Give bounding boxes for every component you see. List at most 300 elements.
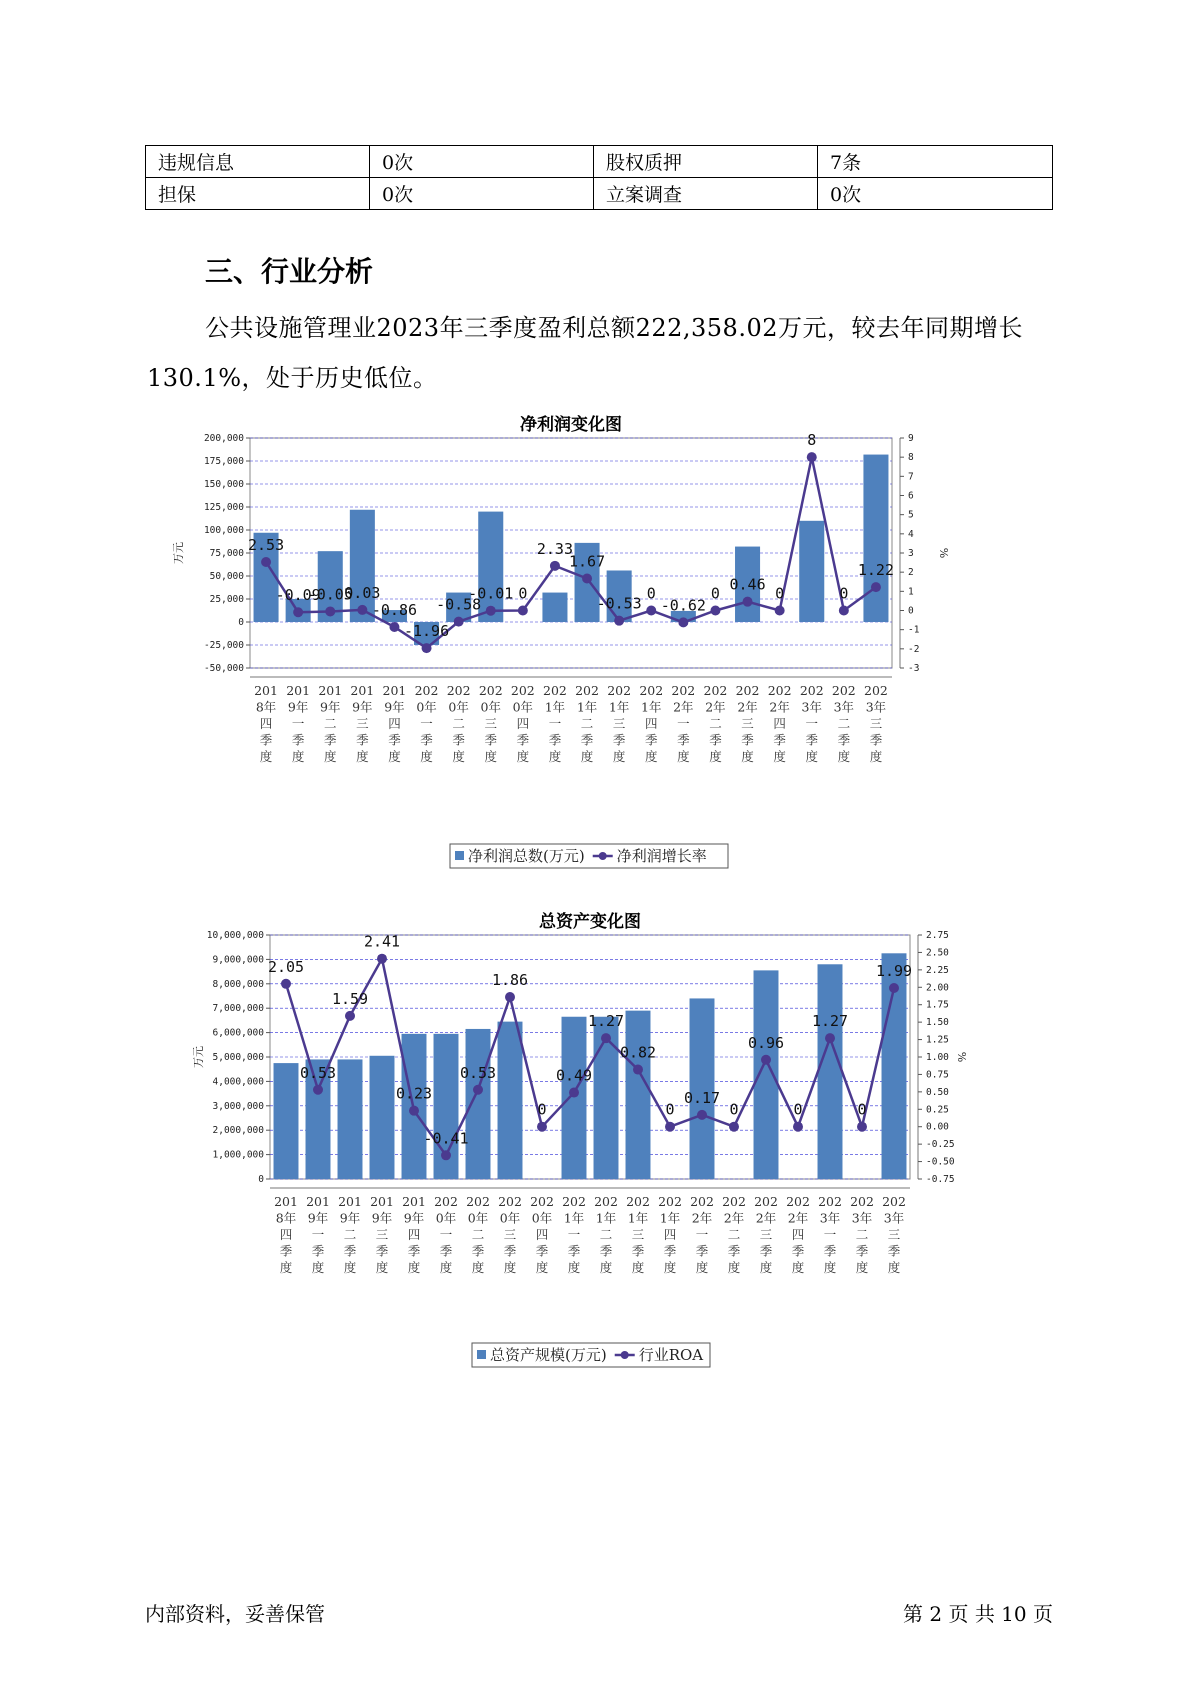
x-tick-label: 度 bbox=[599, 1260, 613, 1275]
x-tick-label: 201 bbox=[370, 1194, 394, 1209]
line-point bbox=[614, 616, 624, 626]
x-tick-label: 四 bbox=[388, 716, 401, 731]
x-tick-label: 3年 bbox=[819, 1210, 841, 1226]
x-tick-label: 0年 bbox=[448, 699, 469, 715]
x-tick-label: 度 bbox=[823, 1260, 837, 1275]
x-tick-label: 201 bbox=[274, 1194, 298, 1209]
y2-tick-label: 2 bbox=[908, 567, 914, 579]
y-tick-label: 6,000,000 bbox=[212, 1027, 264, 1039]
x-tick-label: 度 bbox=[567, 1260, 581, 1275]
x-tick-label: 202 bbox=[575, 683, 599, 698]
line-point bbox=[473, 1085, 483, 1095]
x-tick-label: 季 bbox=[311, 1243, 325, 1259]
x-tick-label: 202 bbox=[722, 1194, 746, 1209]
data-label: 0.23 bbox=[395, 1084, 433, 1103]
x-tick-label: 三 bbox=[356, 716, 369, 731]
table-row bbox=[146, 146, 1053, 178]
x-tick-label: 202 bbox=[414, 683, 439, 698]
data-label: -0.05 bbox=[307, 585, 353, 604]
table-cell: 0次 bbox=[370, 178, 594, 210]
line-point bbox=[389, 622, 399, 632]
y2-tick-label: 5 bbox=[908, 509, 914, 521]
table-cell: 立案调查 bbox=[594, 178, 818, 210]
y-tick-label: 0 bbox=[238, 617, 244, 628]
y2-tick-label: 2.00 bbox=[926, 982, 949, 994]
line-point bbox=[505, 992, 515, 1002]
x-tick-label: 一 bbox=[695, 1227, 709, 1242]
y2-tick-label: 7 bbox=[908, 471, 914, 483]
y2-axis-title: % bbox=[937, 547, 950, 559]
x-tick-label: 季 bbox=[375, 1243, 389, 1259]
line-point bbox=[665, 1122, 675, 1132]
x-tick-label: 季 bbox=[471, 1243, 485, 1259]
data-label: -0.62 bbox=[660, 596, 706, 615]
data-label: 0.96 bbox=[747, 1033, 785, 1052]
x-tick-label: 三 bbox=[631, 1227, 645, 1242]
x-tick-label: 202 bbox=[799, 683, 824, 698]
bar bbox=[338, 1059, 363, 1179]
data-label: -0.01 bbox=[468, 584, 514, 603]
line-point bbox=[537, 1122, 547, 1132]
x-tick-label: 季 bbox=[323, 732, 337, 748]
y2-tick-label: 9 bbox=[908, 433, 914, 444]
legend-line-marker bbox=[621, 1351, 629, 1359]
x-tick-label: 一 bbox=[567, 1227, 581, 1242]
line-point bbox=[857, 1122, 867, 1132]
x-tick-label: 1年 bbox=[641, 699, 662, 715]
table-cell: 担保 bbox=[146, 178, 370, 210]
x-tick-label: 0年 bbox=[499, 1210, 521, 1226]
data-label: 1.67 bbox=[568, 552, 606, 571]
x-tick-label: 9年 bbox=[339, 1210, 361, 1226]
x-tick-label: 度 bbox=[855, 1260, 869, 1275]
x-tick-label: 四 bbox=[407, 1227, 421, 1242]
data-label: -0.09 bbox=[275, 586, 321, 605]
bar bbox=[542, 593, 567, 622]
data-label: 2.33 bbox=[536, 539, 574, 558]
table-cell: 0次 bbox=[370, 146, 594, 178]
y2-tick-label: 1.25 bbox=[926, 1034, 949, 1046]
footer-page-number: 第 2 页 共 10 页 bbox=[903, 1602, 1053, 1626]
x-tick-label: 2年 bbox=[755, 1210, 777, 1226]
x-tick-label: 一 bbox=[439, 1227, 453, 1242]
x-tick-label: 度 bbox=[375, 1260, 389, 1275]
x-tick-label: 度 bbox=[869, 749, 883, 764]
legend-bar-swatch bbox=[455, 851, 464, 860]
x-tick-label: 一 bbox=[311, 1227, 325, 1242]
data-label: 0.46 bbox=[729, 575, 766, 594]
x-tick-label: 201 bbox=[306, 1194, 330, 1209]
x-tick-label: 2年 bbox=[673, 699, 694, 715]
x-tick-label: 度 bbox=[259, 749, 273, 764]
x-tick-label: 度 bbox=[805, 749, 819, 764]
data-label: 8 bbox=[807, 431, 817, 450]
x-tick-label: 3年 bbox=[851, 1210, 873, 1226]
bar bbox=[799, 521, 824, 622]
table-cell: 0次 bbox=[818, 178, 1053, 210]
x-tick-label: 202 bbox=[703, 683, 728, 698]
x-tick-label: 二 bbox=[323, 716, 337, 731]
table-row bbox=[146, 178, 1053, 210]
x-tick-label: 1年 bbox=[595, 1210, 617, 1226]
x-tick-label: 度 bbox=[279, 1260, 293, 1275]
x-tick-label: 2年 bbox=[691, 1210, 713, 1226]
data-label: 0.82 bbox=[619, 1043, 657, 1062]
x-tick-label: 四 bbox=[535, 1227, 549, 1242]
x-tick-label: 四 bbox=[516, 716, 530, 731]
data-label: 2.53 bbox=[247, 536, 285, 555]
x-tick-label: 四 bbox=[791, 1227, 805, 1242]
y-tick-label: 3,000,000 bbox=[212, 1100, 264, 1112]
x-tick-label: 四 bbox=[663, 1227, 677, 1242]
x-tick-label: 季 bbox=[343, 1243, 357, 1259]
line-point bbox=[633, 1065, 643, 1075]
x-tick-label: 一 bbox=[548, 716, 562, 731]
x-tick-label: 202 bbox=[466, 1194, 490, 1209]
x-tick-label: 季 bbox=[612, 732, 626, 748]
x-tick-label: 202 bbox=[639, 683, 664, 698]
x-tick-label: 一 bbox=[291, 716, 305, 731]
y-tick-label: 125,000 bbox=[203, 502, 244, 513]
x-tick-label: 季 bbox=[439, 1243, 453, 1259]
x-tick-label: 一 bbox=[823, 1227, 837, 1242]
y2-tick-label: 2.75 bbox=[926, 930, 949, 941]
bar bbox=[498, 1022, 523, 1179]
line-point bbox=[678, 617, 688, 627]
y2-tick-label: -1 bbox=[908, 624, 920, 636]
y2-tick-label: 6 bbox=[908, 490, 914, 502]
section-title: 三、行业分析 bbox=[205, 255, 374, 288]
net-profit-chart bbox=[172, 415, 1000, 878]
x-tick-label: 二 bbox=[471, 1227, 485, 1242]
bar bbox=[562, 1017, 587, 1179]
x-tick-label: 202 bbox=[690, 1194, 714, 1209]
y2-tick-label: 1 bbox=[908, 586, 914, 598]
x-tick-label: 度 bbox=[791, 1260, 805, 1275]
data-label: 0.53 bbox=[459, 1063, 497, 1082]
data-label: 0 bbox=[839, 584, 849, 603]
x-tick-label: 202 bbox=[818, 1194, 842, 1209]
line-point bbox=[293, 607, 303, 617]
y-tick-label: 5,000,000 bbox=[212, 1052, 264, 1063]
x-tick-label: 一 bbox=[805, 716, 819, 731]
x-tick-label: 202 bbox=[446, 683, 471, 698]
x-tick-label: 季 bbox=[279, 1243, 293, 1259]
x-tick-label: 201 bbox=[318, 683, 343, 698]
data-label: 0 bbox=[710, 584, 720, 603]
data-label: 0.53 bbox=[299, 1063, 337, 1082]
bar bbox=[626, 1011, 651, 1179]
data-label: 0 bbox=[775, 584, 785, 603]
line-point bbox=[441, 1150, 451, 1160]
x-tick-label: 2年 bbox=[737, 699, 758, 715]
x-tick-label: 202 bbox=[478, 683, 503, 698]
x-tick-label: 度 bbox=[388, 749, 401, 764]
y-tick-label: 9,000,000 bbox=[212, 954, 264, 966]
y2-tick-label: 0.00 bbox=[926, 1121, 949, 1133]
legend-label: 净利润增长率 bbox=[616, 847, 707, 865]
y-tick-label: 75,000 bbox=[209, 548, 244, 559]
data-label: 2.41 bbox=[363, 932, 401, 951]
table-cell: 股权质押 bbox=[594, 146, 818, 178]
x-tick-label: 季 bbox=[677, 732, 690, 748]
y-tick-label: 4,000,000 bbox=[212, 1076, 264, 1088]
analysis-paragraph: 公共设施管理业2023年三季度盈利总额222,358.02万元，较去年同期增长130.1%，处于历史低位。 bbox=[147, 314, 1023, 392]
x-tick-label: 度 bbox=[439, 1260, 453, 1275]
x-tick-label: 一 bbox=[420, 716, 433, 731]
x-tick-label: 度 bbox=[773, 749, 786, 764]
x-tick-label: 3年 bbox=[883, 1210, 905, 1226]
x-tick-label: 季 bbox=[695, 1243, 709, 1259]
line-point bbox=[550, 561, 560, 571]
x-tick-label: 三 bbox=[375, 1227, 389, 1242]
legend-label: 行业ROA bbox=[638, 1346, 704, 1364]
line-point bbox=[775, 606, 785, 616]
x-tick-label: 季 bbox=[887, 1243, 901, 1259]
x-tick-label: 季 bbox=[516, 732, 530, 748]
y-tick-label: 10,000,000 bbox=[206, 930, 264, 941]
y2-tick-label: 0.75 bbox=[926, 1069, 949, 1081]
x-tick-label: 四 bbox=[259, 716, 273, 731]
x-tick-label: 202 bbox=[607, 683, 632, 698]
x-tick-label: 季 bbox=[631, 1243, 645, 1259]
data-label: 0 bbox=[665, 1100, 675, 1119]
x-tick-label: 1年 bbox=[576, 699, 598, 715]
data-label: 0 bbox=[793, 1100, 803, 1119]
risk-info-table bbox=[145, 145, 1053, 210]
x-tick-label: 季 bbox=[837, 732, 851, 748]
y2-tick-label: -2 bbox=[908, 643, 920, 655]
x-tick-label: 度 bbox=[644, 749, 658, 764]
x-tick-label: 度 bbox=[741, 749, 754, 764]
x-tick-label: 202 bbox=[831, 683, 856, 698]
y-tick-label: 8,000,000 bbox=[212, 978, 264, 990]
y2-tick-label: 8 bbox=[908, 452, 914, 464]
x-tick-label: 季 bbox=[452, 732, 465, 748]
data-label: -0.53 bbox=[596, 594, 642, 613]
total-assets-chart-svg bbox=[180, 912, 1000, 1375]
x-tick-label: 202 bbox=[754, 1194, 778, 1209]
x-tick-label: 二 bbox=[837, 716, 851, 731]
x-tick-label: 度 bbox=[548, 749, 562, 764]
y-tick-label: 1,000,000 bbox=[212, 1149, 264, 1161]
line-point bbox=[569, 1088, 579, 1098]
bar bbox=[863, 455, 888, 622]
x-tick-label: 三 bbox=[484, 716, 498, 731]
data-label: 0 bbox=[537, 1100, 547, 1119]
legend-bar-swatch bbox=[477, 1350, 486, 1359]
line-point bbox=[409, 1106, 419, 1116]
x-tick-label: 度 bbox=[631, 1260, 645, 1275]
x-tick-label: 201 bbox=[254, 683, 278, 698]
x-tick-label: 二 bbox=[580, 716, 594, 731]
x-tick-label: 9年 bbox=[320, 699, 341, 715]
x-tick-label: 度 bbox=[727, 1260, 741, 1275]
line-point bbox=[697, 1110, 707, 1120]
x-tick-label: 202 bbox=[434, 1194, 458, 1209]
x-tick-label: 二 bbox=[599, 1227, 613, 1242]
y2-tick-label: 0.50 bbox=[926, 1086, 949, 1098]
data-label: 1.22 bbox=[857, 561, 895, 580]
y-tick-label: -50,000 bbox=[203, 663, 244, 674]
x-tick-label: 季 bbox=[580, 732, 594, 748]
line-point bbox=[486, 606, 496, 616]
x-tick-label: 季 bbox=[869, 732, 883, 748]
y2-tick-label: 1.75 bbox=[926, 999, 949, 1011]
legend bbox=[472, 1343, 710, 1367]
x-tick-label: 季 bbox=[727, 1243, 741, 1259]
line-point bbox=[377, 954, 387, 964]
x-tick-label: 度 bbox=[695, 1260, 709, 1275]
y2-tick-label: -0.50 bbox=[926, 1156, 955, 1168]
x-tick-label: 1年 bbox=[544, 699, 566, 715]
x-tick-label: 9年 bbox=[352, 699, 373, 715]
x-tick-label: 202 bbox=[543, 683, 567, 698]
x-tick-label: 9年 bbox=[371, 1210, 393, 1226]
x-tick-label: 度 bbox=[484, 749, 498, 764]
y-axis-title: 万元 bbox=[192, 1046, 205, 1068]
x-tick-label: 季 bbox=[805, 732, 819, 748]
x-tick-label: 季 bbox=[503, 1243, 517, 1259]
x-tick-label: 201 bbox=[338, 1194, 362, 1209]
x-tick-label: 度 bbox=[677, 749, 690, 764]
x-tick-label: 四 bbox=[773, 716, 786, 731]
y-tick-label: 0 bbox=[258, 1174, 264, 1185]
y2-tick-label: -0.75 bbox=[926, 1174, 955, 1185]
line-point bbox=[454, 617, 464, 627]
x-tick-label: 季 bbox=[420, 732, 433, 748]
total-assets-chart bbox=[180, 912, 1000, 1375]
x-tick-label: 202 bbox=[671, 683, 696, 698]
x-tick-label: 季 bbox=[291, 732, 305, 748]
data-label: 0 bbox=[646, 584, 656, 603]
bar bbox=[466, 1029, 491, 1179]
x-tick-label: 二 bbox=[727, 1227, 741, 1242]
data-label: 1.59 bbox=[331, 989, 369, 1008]
x-tick-label: 202 bbox=[562, 1194, 586, 1209]
chart-title: 总资产变化图 bbox=[539, 912, 641, 932]
data-label: 0 bbox=[729, 1100, 739, 1119]
x-tick-label: 202 bbox=[530, 1194, 554, 1209]
line-point bbox=[793, 1122, 803, 1132]
x-tick-label: 9年 bbox=[307, 1210, 329, 1226]
line-point bbox=[422, 643, 432, 653]
x-tick-label: 9年 bbox=[287, 699, 309, 715]
x-tick-label: 度 bbox=[612, 749, 626, 764]
x-tick-label: 季 bbox=[759, 1243, 773, 1259]
x-tick-label: 202 bbox=[864, 683, 888, 698]
x-tick-label: 202 bbox=[498, 1194, 522, 1209]
line-point bbox=[825, 1033, 835, 1043]
x-tick-label: 201 bbox=[286, 683, 311, 698]
x-tick-label: 度 bbox=[291, 749, 305, 764]
x-tick-label: 季 bbox=[484, 732, 498, 748]
line-point bbox=[601, 1033, 611, 1043]
x-tick-label: 1年 bbox=[627, 1210, 649, 1226]
x-tick-label: 1年 bbox=[563, 1210, 585, 1226]
data-label: -0.41 bbox=[423, 1129, 469, 1148]
x-tick-label: 季 bbox=[823, 1243, 837, 1259]
x-tick-label: 度 bbox=[311, 1260, 325, 1275]
data-label: 2.05 bbox=[267, 957, 305, 976]
data-label: 0 bbox=[518, 584, 528, 603]
bar bbox=[818, 964, 843, 1179]
table-cell: 7条 bbox=[818, 146, 1053, 178]
y2-tick-label: -3 bbox=[908, 663, 920, 674]
line-point bbox=[871, 582, 881, 592]
x-tick-label: 三 bbox=[741, 716, 754, 731]
y-tick-label: 2,000,000 bbox=[212, 1125, 264, 1137]
x-tick-label: 季 bbox=[259, 732, 273, 748]
line-point bbox=[582, 573, 592, 583]
x-tick-label: 2年 bbox=[723, 1210, 745, 1226]
data-label: 1.99 bbox=[875, 961, 913, 980]
x-tick-label: 度 bbox=[323, 749, 337, 764]
x-tick-label: 201 bbox=[402, 1194, 426, 1209]
x-tick-label: 度 bbox=[356, 749, 369, 764]
data-label: -1.96 bbox=[403, 622, 450, 641]
x-tick-label: 度 bbox=[471, 1260, 485, 1275]
x-tick-label: 季 bbox=[644, 732, 658, 748]
chart-title: 净利润变化图 bbox=[520, 415, 622, 435]
y2-tick-label: 2.25 bbox=[926, 964, 949, 976]
line-point bbox=[261, 557, 271, 567]
line-point bbox=[761, 1055, 771, 1065]
data-label: -0.58 bbox=[436, 595, 482, 614]
x-tick-label: 季 bbox=[791, 1243, 805, 1259]
x-tick-label: 四 bbox=[279, 1227, 293, 1242]
x-tick-label: 8年 bbox=[275, 1210, 297, 1226]
x-tick-label: 202 bbox=[735, 683, 760, 698]
x-tick-label: 3年 bbox=[833, 699, 855, 715]
legend-label: 净利润总数(万元) bbox=[468, 847, 585, 865]
x-tick-label: 度 bbox=[887, 1260, 901, 1275]
x-tick-label: 3年 bbox=[801, 699, 822, 715]
y-tick-label: 175,000 bbox=[203, 456, 244, 467]
line-point bbox=[743, 597, 753, 607]
x-tick-label: 季 bbox=[356, 732, 369, 748]
x-tick-label: 季 bbox=[709, 732, 722, 748]
y2-tick-label: 3 bbox=[908, 548, 914, 559]
x-tick-label: 一 bbox=[677, 716, 690, 731]
x-tick-label: 0年 bbox=[480, 699, 501, 715]
x-tick-label: 0年 bbox=[467, 1210, 489, 1226]
x-tick-label: 2年 bbox=[787, 1210, 809, 1226]
x-tick-label: 202 bbox=[882, 1194, 906, 1209]
x-tick-label: 0年 bbox=[512, 699, 534, 715]
y2-tick-label: 1.00 bbox=[926, 1052, 949, 1063]
x-tick-label: 2年 bbox=[769, 699, 790, 715]
y-tick-label: 100,000 bbox=[203, 525, 244, 536]
x-tick-label: 1年 bbox=[659, 1210, 681, 1226]
y2-tick-label: 2.50 bbox=[926, 947, 949, 959]
x-tick-label: 二 bbox=[452, 716, 465, 731]
y-tick-label: 200,000 bbox=[203, 433, 244, 444]
x-tick-label: 202 bbox=[626, 1194, 650, 1209]
x-tick-label: 季 bbox=[663, 1243, 677, 1259]
data-label: 1.27 bbox=[811, 1012, 849, 1031]
line-point bbox=[313, 1085, 323, 1095]
x-tick-label: 202 bbox=[767, 683, 792, 698]
x-tick-label: 三 bbox=[869, 716, 883, 731]
x-tick-label: 202 bbox=[658, 1194, 682, 1209]
x-tick-label: 度 bbox=[516, 749, 530, 764]
x-tick-label: 二 bbox=[709, 716, 722, 731]
x-tick-label: 度 bbox=[407, 1260, 421, 1275]
x-tick-label: 度 bbox=[503, 1260, 517, 1275]
bar bbox=[478, 512, 503, 622]
x-tick-label: 度 bbox=[663, 1260, 677, 1275]
